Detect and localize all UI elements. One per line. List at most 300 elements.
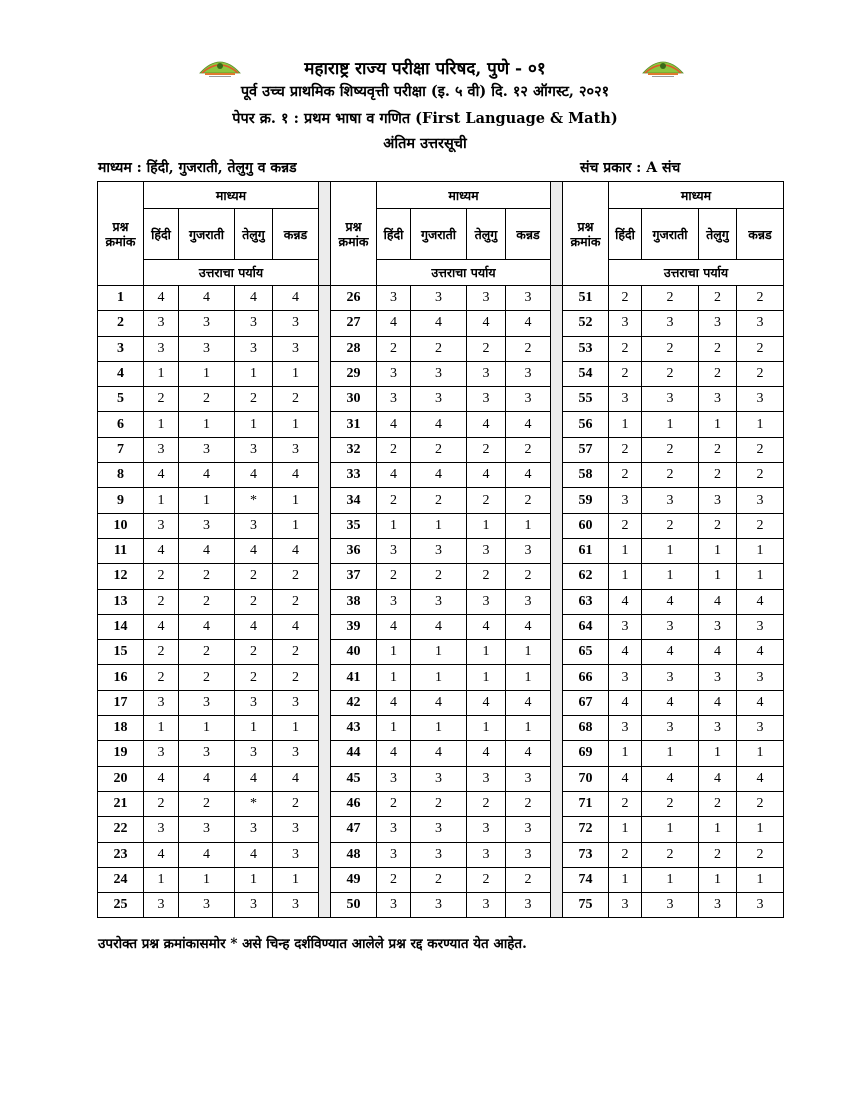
answer-gujarati: 4 [179,286,235,311]
question-number: 33 [331,463,377,488]
answer-telugu: * [235,791,273,816]
answer-telugu: 4 [235,463,273,488]
table-row [98,893,784,918]
question-number: 73 [563,842,609,867]
answer-gujarati: 2 [411,791,467,816]
answer-hindi: 2 [144,665,179,690]
medium-info: माध्यम : हिंदी, गुजराती, तेलुगु व कन्नड [98,160,297,176]
answer-gujarati: 1 [642,564,699,589]
answer-gujarati: 3 [642,387,699,412]
answer-gujarati: 2 [642,437,699,462]
question-number: 4 [98,361,144,386]
answer-kannada: 2 [506,437,551,462]
answer-hindi: 3 [144,336,179,361]
answer-kannada: 2 [273,640,319,665]
answer-gujarati: 3 [411,589,467,614]
answer-telugu: 3 [699,716,737,741]
table-row [98,412,784,437]
answer-telugu: 3 [235,336,273,361]
answer-hindi: 4 [377,412,411,437]
answer-hindi: 2 [377,791,411,816]
answer-telugu: 4 [699,766,737,791]
answer-gujarati: 1 [179,716,235,741]
answer-kannada: 2 [506,336,551,361]
answer-hindi: 3 [377,286,411,311]
table-row [98,817,784,842]
answer-hindi: 2 [377,867,411,892]
answer-hindi: 3 [144,311,179,336]
answer-gujarati: 3 [642,893,699,918]
answer-gujarati: 3 [179,513,235,538]
answer-hindi: 4 [609,589,642,614]
answer-kannada: 3 [506,893,551,918]
answer-kannada: 4 [273,766,319,791]
column-separator [551,182,563,286]
answer-kannada: 1 [273,361,319,386]
answer-kannada: 2 [737,361,784,386]
answer-kannada: 3 [506,766,551,791]
answer-gujarati: 2 [642,361,699,386]
question-number: 14 [98,614,144,639]
answer-telugu: 3 [235,437,273,462]
answer-hindi: 4 [144,766,179,791]
answer-hindi: 3 [377,361,411,386]
answer-telugu: 1 [699,867,737,892]
answer-kannada: 2 [737,463,784,488]
answer-telugu: 2 [467,867,506,892]
question-number: 53 [563,336,609,361]
document-title: अंतिम उत्तरसूची [383,135,467,152]
answer-telugu: 4 [467,741,506,766]
question-number: 2 [98,311,144,336]
answer-telugu: 3 [467,817,506,842]
answer-hindi: 3 [377,538,411,563]
answer-telugu: 3 [235,513,273,538]
question-number: 45 [331,766,377,791]
answer-hindi: 1 [144,716,179,741]
question-number: 71 [563,791,609,816]
answer-hindi: 3 [144,690,179,715]
answer-kannada: 2 [506,488,551,513]
answer-hindi: 1 [377,716,411,741]
answer-kannada: 2 [737,791,784,816]
question-number: 25 [98,893,144,918]
question-number: 30 [331,387,377,412]
answer-kannada: 4 [506,463,551,488]
answer-hindi: 1 [377,640,411,665]
answer-gujarati: 1 [642,538,699,563]
answer-kannada: 3 [273,741,319,766]
answer-hindi: 1 [144,488,179,513]
answer-telugu: 4 [699,589,737,614]
answer-hindi: 2 [377,336,411,361]
answer-telugu: 2 [699,842,737,867]
answer-telugu: 1 [699,412,737,437]
answer-telugu: 3 [467,538,506,563]
answer-telugu: 4 [235,766,273,791]
answer-telugu: 4 [235,842,273,867]
answer-kannada: 1 [737,564,784,589]
answer-telugu: 2 [467,336,506,361]
answer-gujarati: 3 [642,665,699,690]
answer-kannada: 4 [737,766,784,791]
answer-telugu: 1 [467,665,506,690]
language-header-kannada: कन्नड [273,209,319,260]
answer-hindi: 2 [144,589,179,614]
column-separator [319,182,331,286]
answer-hindi: 4 [144,614,179,639]
answer-hindi: 3 [144,513,179,538]
table-row [98,716,784,741]
answer-telugu: 3 [467,361,506,386]
answer-kannada: 3 [506,842,551,867]
answer-telugu: 4 [235,538,273,563]
answer-telugu: 2 [699,361,737,386]
answer-kannada: 4 [506,690,551,715]
answer-hindi: 4 [144,286,179,311]
answer-hindi: 1 [377,665,411,690]
answer-gujarati: 4 [411,311,467,336]
question-number: 52 [563,311,609,336]
answer-kannada: 1 [737,741,784,766]
answer-telugu: 4 [699,690,737,715]
answer-gujarati: 2 [179,640,235,665]
table-row [98,564,784,589]
answer-telugu: * [235,488,273,513]
answer-gujarati: 3 [411,286,467,311]
question-number: 24 [98,867,144,892]
answer-gujarati: 2 [179,564,235,589]
answer-gujarati: 2 [179,589,235,614]
answer-gujarati: 3 [411,893,467,918]
answer-gujarati: 3 [179,336,235,361]
answer-telugu: 3 [699,614,737,639]
answer-kannada: 1 [273,412,319,437]
question-number: 31 [331,412,377,437]
question-number: 66 [563,665,609,690]
answer-telugu: 4 [699,640,737,665]
answer-telugu: 2 [699,791,737,816]
answer-telugu: 3 [467,893,506,918]
answer-kannada: 3 [737,387,784,412]
language-header-telugu: तेलुगु [467,209,506,260]
answer-hindi: 3 [609,665,642,690]
question-number-header: प्रश्न क्रमांक [331,182,377,286]
answer-hindi: 2 [377,564,411,589]
answer-kannada: 3 [273,893,319,918]
answer-telugu: 2 [699,336,737,361]
answer-gujarati: 2 [411,488,467,513]
answer-telugu: 3 [467,766,506,791]
answer-kannada: 3 [506,286,551,311]
answer-telugu: 3 [467,387,506,412]
answer-gujarati: 2 [642,791,699,816]
question-number: 55 [563,387,609,412]
answer-hindi: 4 [144,538,179,563]
answer-kannada: 2 [737,513,784,538]
language-header-telugu: तेलुगु [235,209,273,260]
answer-gujarati: 3 [642,488,699,513]
org-title: महाराष्ट्र राज्य परीक्षा परिषद, पुणे - ०१ [304,59,546,79]
question-number: 5 [98,387,144,412]
table-row [98,361,784,386]
answer-telugu: 3 [699,893,737,918]
question-number: 64 [563,614,609,639]
answer-kannada: 2 [506,867,551,892]
answer-kannada: 4 [506,741,551,766]
answer-kannada: 2 [273,564,319,589]
question-number: 74 [563,867,609,892]
table-row [98,741,784,766]
answer-gujarati: 3 [642,716,699,741]
question-number: 12 [98,564,144,589]
question-number: 57 [563,437,609,462]
column-separator [551,286,563,918]
question-number: 32 [331,437,377,462]
answer-kannada: 3 [737,716,784,741]
table-row [98,589,784,614]
answer-gujarati: 2 [642,336,699,361]
answer-hindi: 3 [609,893,642,918]
answer-gujarati: 1 [642,817,699,842]
answer-hindi: 4 [609,690,642,715]
answer-telugu: 4 [235,614,273,639]
answer-option-header: उत्तराचा पर्याय [144,260,319,286]
question-number: 51 [563,286,609,311]
question-number: 11 [98,538,144,563]
question-number: 17 [98,690,144,715]
answer-hindi: 4 [609,766,642,791]
question-number: 38 [331,589,377,614]
answer-hindi: 3 [144,817,179,842]
question-number: 47 [331,817,377,842]
answer-kannada: 2 [737,842,784,867]
answer-kannada: 3 [506,387,551,412]
answer-telugu: 2 [235,564,273,589]
answer-gujarati: 2 [642,286,699,311]
answer-kannada: 3 [737,311,784,336]
table-row [98,538,784,563]
answer-telugu: 1 [699,538,737,563]
question-number: 65 [563,640,609,665]
answer-hindi: 4 [609,640,642,665]
answer-gujarati: 4 [411,690,467,715]
answer-kannada: 3 [273,842,319,867]
answer-gujarati: 3 [642,614,699,639]
question-number: 44 [331,741,377,766]
answer-telugu: 2 [699,513,737,538]
question-number: 56 [563,412,609,437]
table-row [98,336,784,361]
answer-hindi: 3 [609,387,642,412]
question-number: 39 [331,614,377,639]
question-number: 1 [98,286,144,311]
answer-kannada: 2 [737,336,784,361]
answer-kannada: 2 [737,286,784,311]
answer-kannada: 3 [737,665,784,690]
answer-gujarati: 4 [642,640,699,665]
answer-option-header: उत्तराचा पर्याय [377,260,551,286]
answer-kannada: 3 [506,538,551,563]
answer-kannada: 3 [273,336,319,361]
table-row [98,311,784,336]
answer-hindi: 1 [609,817,642,842]
table-row [98,867,784,892]
answer-gujarati: 4 [179,538,235,563]
answer-kannada: 3 [273,437,319,462]
answer-telugu: 3 [467,842,506,867]
answer-gujarati: 3 [179,817,235,842]
answer-kannada: 4 [273,286,319,311]
answer-telugu: 1 [235,716,273,741]
answer-gujarati: 4 [179,842,235,867]
answer-telugu: 2 [699,463,737,488]
answer-hindi: 3 [377,589,411,614]
answer-kannada: 1 [506,665,551,690]
table-row [98,690,784,715]
answer-gujarati: 2 [179,791,235,816]
answer-kannada: 3 [273,817,319,842]
question-number: 16 [98,665,144,690]
question-number: 29 [331,361,377,386]
language-header-hindi: हिंदी [377,209,411,260]
answer-gujarati: 3 [411,538,467,563]
answer-gujarati: 3 [179,437,235,462]
question-number: 68 [563,716,609,741]
answer-hindi: 2 [144,640,179,665]
answer-telugu: 4 [467,614,506,639]
table-row [98,766,784,791]
answer-gujarati: 1 [642,741,699,766]
question-number: 69 [563,741,609,766]
answer-gujarati: 1 [642,412,699,437]
question-number-header: प्रश्न क्रमांक [98,182,144,286]
answer-hindi: 3 [144,437,179,462]
answer-telugu: 1 [467,513,506,538]
answer-hindi: 2 [144,564,179,589]
answer-kannada: 4 [737,589,784,614]
answer-gujarati: 1 [179,412,235,437]
answer-kannada: 1 [273,867,319,892]
question-number: 35 [331,513,377,538]
table-row [98,640,784,665]
answer-gujarati: 3 [411,842,467,867]
answer-hindi: 1 [144,361,179,386]
answer-gujarati: 2 [179,387,235,412]
table-row [98,286,784,311]
answer-telugu: 3 [235,893,273,918]
answer-hindi: 3 [377,387,411,412]
table-row [98,513,784,538]
answer-telugu: 3 [235,741,273,766]
answer-telugu: 1 [699,564,737,589]
answer-kannada: 1 [737,867,784,892]
question-number: 72 [563,817,609,842]
answer-kannada: 1 [506,640,551,665]
answer-telugu: 1 [235,412,273,437]
answer-telugu: 2 [467,488,506,513]
answer-hindi: 2 [609,286,642,311]
language-header-kannada: कन्नड [506,209,551,260]
answer-kannada: 4 [506,614,551,639]
answer-gujarati: 3 [411,361,467,386]
answer-hindi: 4 [377,690,411,715]
language-header-gujarati: गुजराती [642,209,699,260]
question-number: 70 [563,766,609,791]
answer-hindi: 4 [377,741,411,766]
answer-gujarati: 2 [642,513,699,538]
answer-telugu: 4 [467,690,506,715]
answer-hindi: 3 [609,488,642,513]
answer-gujarati: 4 [642,589,699,614]
answer-gujarati: 3 [179,893,235,918]
answer-kannada: 4 [273,463,319,488]
question-number: 48 [331,842,377,867]
answer-gujarati: 3 [179,741,235,766]
answer-telugu: 1 [699,817,737,842]
medium-header: माध्यम [609,182,784,209]
answer-kannada: 3 [506,817,551,842]
question-number: 23 [98,842,144,867]
answer-hindi: 4 [377,311,411,336]
table-row [98,387,784,412]
answer-telugu: 2 [467,564,506,589]
question-number: 42 [331,690,377,715]
answer-kannada: 3 [273,690,319,715]
question-number: 49 [331,867,377,892]
answer-hindi: 1 [609,867,642,892]
exam-title: पूर्व उच्च प्राथमिक शिष्यवृत्ती परीक्षा (इ. ५ वी) दि. १२ ऑगस्ट, २०२१ [240,83,610,100]
answer-telugu: 2 [235,665,273,690]
answer-hindi: 2 [609,842,642,867]
question-number: 62 [563,564,609,589]
answer-telugu: 1 [235,361,273,386]
question-number: 19 [98,741,144,766]
language-header-gujarati: गुजराती [411,209,467,260]
question-number: 59 [563,488,609,513]
answer-hindi: 4 [377,463,411,488]
answer-kannada: 3 [737,893,784,918]
answer-telugu: 3 [699,387,737,412]
answer-option-header: उत्तराचा पर्याय [609,260,784,286]
answer-gujarati: 4 [642,766,699,791]
answer-hindi: 1 [609,538,642,563]
question-number: 63 [563,589,609,614]
question-number: 6 [98,412,144,437]
question-number: 67 [563,690,609,715]
answer-gujarati: 1 [411,640,467,665]
language-header-telugu: तेलुगु [699,209,737,260]
answer-kannada: 4 [506,412,551,437]
table-row [98,437,784,462]
set-type-info: संच प्रकार : A संच [580,160,681,176]
answer-gujarati: 2 [642,463,699,488]
answer-kannada: 3 [506,361,551,386]
answer-gujarati: 3 [411,387,467,412]
question-number: 21 [98,791,144,816]
question-number: 54 [563,361,609,386]
answer-hindi: 2 [144,791,179,816]
question-number: 40 [331,640,377,665]
answer-telugu: 1 [467,640,506,665]
table-row [98,791,784,816]
question-number: 46 [331,791,377,816]
answer-gujarati: 1 [411,513,467,538]
question-number: 10 [98,513,144,538]
answer-gujarati: 4 [411,463,467,488]
answer-telugu: 2 [467,791,506,816]
answer-telugu: 3 [467,286,506,311]
